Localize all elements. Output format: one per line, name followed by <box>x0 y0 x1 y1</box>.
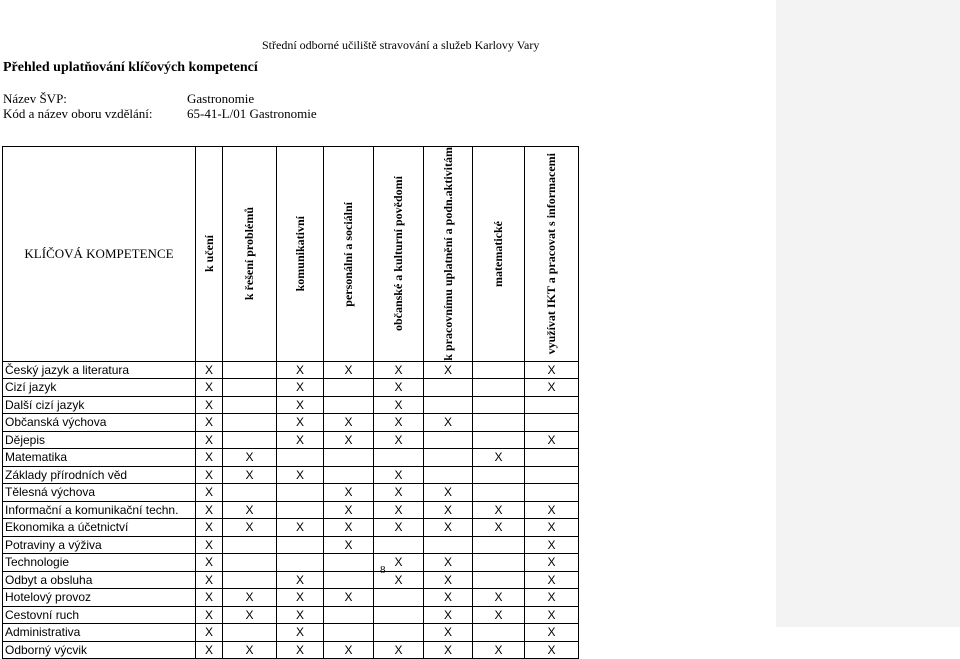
competency-mark: X <box>324 536 374 554</box>
competency-mark: X <box>525 501 579 519</box>
table-row <box>3 536 579 554</box>
competency-mark: X <box>324 641 374 659</box>
competency-mark <box>223 414 277 432</box>
competency-mark: X <box>374 641 424 659</box>
competency-mark <box>525 449 579 467</box>
competency-mark: X <box>473 641 525 659</box>
competency-mark: X <box>525 431 579 449</box>
competency-mark <box>324 466 374 484</box>
competency-mark: X <box>424 501 473 519</box>
competency-mark: X <box>196 501 223 519</box>
table-row <box>3 414 579 432</box>
competency-mark: X <box>277 641 324 659</box>
competency-mark <box>374 624 424 642</box>
subject-name: Základy přírodních věd <box>3 466 196 484</box>
competency-mark <box>473 361 525 379</box>
competency-mark <box>473 414 525 432</box>
table-row <box>3 554 579 572</box>
competency-mark: X <box>324 589 374 607</box>
competency-mark: X <box>424 361 473 379</box>
competency-mark <box>223 379 277 397</box>
competency-label: občanské a kulturní povědomí <box>391 176 405 332</box>
competency-mark: X <box>196 414 223 432</box>
competency-mark: X <box>277 414 324 432</box>
competency-mark: X <box>324 484 374 502</box>
competency-mark: X <box>277 379 324 397</box>
competency-mark: X <box>196 641 223 659</box>
competency-mark: X <box>525 624 579 642</box>
competency-mark: X <box>196 466 223 484</box>
subject-name: Administrativa <box>3 624 196 642</box>
competency-mark: X <box>324 414 374 432</box>
competency-mark <box>525 396 579 414</box>
competency-header-2 <box>277 147 324 362</box>
competency-mark: X <box>223 501 277 519</box>
competency-mark <box>374 589 424 607</box>
competency-mark: X <box>424 519 473 537</box>
svp-value: Gastronomie <box>187 91 255 106</box>
competency-mark <box>223 571 277 589</box>
subject-name: Odbyt a obsluha <box>3 571 196 589</box>
competency-mark: X <box>525 379 579 397</box>
competency-mark <box>424 466 473 484</box>
competency-mark: X <box>196 484 223 502</box>
table-row <box>3 606 579 624</box>
competency-mark <box>374 536 424 554</box>
table-header-row <box>3 147 579 362</box>
competency-mark: X <box>424 484 473 502</box>
competency-mark: X <box>196 536 223 554</box>
table-row <box>3 589 579 607</box>
competency-mark: X <box>525 361 579 379</box>
table-row <box>3 431 579 449</box>
competency-table <box>2 146 579 659</box>
competency-label: k pracovnímu uplatnění a podn.aktivitám <box>440 147 455 361</box>
table-row <box>3 501 579 519</box>
competency-mark <box>324 379 374 397</box>
competency-mark <box>473 379 525 397</box>
subject-name: Hotelový provoz <box>3 589 196 607</box>
competency-mark: X <box>424 606 473 624</box>
competency-mark: X <box>277 624 324 642</box>
competency-mark: X <box>277 606 324 624</box>
subject-name: Dějepis <box>3 431 196 449</box>
competency-mark <box>324 554 374 572</box>
competency-mark <box>324 606 374 624</box>
competency-mark <box>324 449 374 467</box>
competency-mark: X <box>196 431 223 449</box>
competency-mark <box>223 484 277 502</box>
competency-mark <box>223 396 277 414</box>
competency-label: využívat IKT a pracovat s informacemi <box>544 153 558 355</box>
competency-mark: X <box>196 554 223 572</box>
subject-name: Potraviny a výživa <box>3 536 196 554</box>
competency-mark: X <box>525 519 579 537</box>
competency-mark: X <box>424 589 473 607</box>
competency-mark: X <box>374 501 424 519</box>
subject-name: Matematika <box>3 449 196 467</box>
competency-mark <box>525 414 579 432</box>
competency-mark: X <box>424 571 473 589</box>
competency-header-3 <box>324 147 374 362</box>
subject-name: Technologie <box>3 554 196 572</box>
competency-header-4 <box>374 147 424 362</box>
competency-mark <box>324 396 374 414</box>
competency-mark <box>424 396 473 414</box>
competency-mark: X <box>196 449 223 467</box>
competency-header-5 <box>424 147 473 362</box>
competency-mark: X <box>473 606 525 624</box>
code-label: Kód a název oboru vzdělání: <box>3 106 153 121</box>
competency-mark <box>277 554 324 572</box>
table-row <box>3 571 579 589</box>
competency-mark <box>525 466 579 484</box>
competency-mark: X <box>223 641 277 659</box>
table-row <box>3 361 579 379</box>
competency-mark <box>473 396 525 414</box>
competency-header-7 <box>525 147 579 362</box>
competency-mark: X <box>525 554 579 572</box>
competency-mark <box>374 606 424 624</box>
competency-mark <box>473 466 525 484</box>
competency-mark: X <box>424 414 473 432</box>
competency-mark: X <box>223 589 277 607</box>
competency-mark: X <box>196 396 223 414</box>
competency-mark: X <box>324 431 374 449</box>
competency-mark <box>223 361 277 379</box>
competency-mark: X <box>525 606 579 624</box>
competency-mark: X <box>196 571 223 589</box>
competency-mark <box>223 536 277 554</box>
competency-mark <box>473 554 525 572</box>
table-row <box>3 624 579 642</box>
page-heading: Přehled uplatňování klíčových kompetencí <box>3 60 258 75</box>
competency-mark: X <box>196 361 223 379</box>
subject-name: Cestovní ruch <box>3 606 196 624</box>
competency-mark <box>424 536 473 554</box>
competency-mark <box>473 484 525 502</box>
table-row <box>3 641 579 659</box>
competency-mark: X <box>473 589 525 607</box>
competency-mark <box>424 449 473 467</box>
subject-name: Občanská výchova <box>3 414 196 432</box>
table-row <box>3 466 579 484</box>
competency-mark <box>324 624 374 642</box>
competency-mark: X <box>424 624 473 642</box>
competency-mark: X <box>324 501 374 519</box>
competency-mark: X <box>473 449 525 467</box>
competency-mark: X <box>277 466 324 484</box>
competency-mark: X <box>374 414 424 432</box>
competency-mark: X <box>473 501 525 519</box>
competency-mark: X <box>223 606 277 624</box>
competency-label: k učení <box>201 235 216 273</box>
competency-mark: X <box>374 361 424 379</box>
competency-mark <box>277 484 324 502</box>
subject-name: Odborný výcvik <box>3 641 196 659</box>
school-name: Střední odborné učiliště stravování a služeb Karlovy Vary <box>262 38 540 52</box>
competency-mark: X <box>525 536 579 554</box>
competency-mark: X <box>223 466 277 484</box>
competency-mark: X <box>374 554 424 572</box>
table-body <box>3 361 579 659</box>
competency-mark: X <box>223 519 277 537</box>
competency-mark: X <box>374 519 424 537</box>
competency-mark: X <box>525 589 579 607</box>
competency-mark <box>277 449 324 467</box>
competency-mark <box>424 379 473 397</box>
svp-label: Název ŠVP: <box>3 91 67 106</box>
competency-mark: X <box>277 589 324 607</box>
competency-mark: X <box>277 431 324 449</box>
competency-mark: X <box>324 361 374 379</box>
competency-header-6 <box>473 147 525 362</box>
competency-mark: X <box>196 624 223 642</box>
competency-header-0 <box>196 147 223 362</box>
table-row <box>3 396 579 414</box>
competency-mark: X <box>424 554 473 572</box>
competency-mark <box>277 536 324 554</box>
subject-name: Informační a komunikační techn. <box>3 501 196 519</box>
competency-label: matematické <box>491 220 505 287</box>
competency-mark <box>324 571 374 589</box>
competency-label: personální a sociální <box>341 201 355 307</box>
competency-mark: X <box>374 484 424 502</box>
competency-mark: X <box>525 641 579 659</box>
code-value: 65-41-L/01 Gastronomie <box>187 106 317 121</box>
competency-mark: X <box>374 431 424 449</box>
competency-header-label: KLÍČOVÁ KOMPETENCE <box>3 147 196 362</box>
competency-mark: X <box>277 361 324 379</box>
competency-mark <box>525 484 579 502</box>
competency-mark: X <box>374 466 424 484</box>
competency-mark: X <box>525 571 579 589</box>
competency-mark: X <box>196 606 223 624</box>
right-margin-panel <box>776 0 960 627</box>
competency-mark <box>473 536 525 554</box>
table-row <box>3 519 579 537</box>
competency-mark <box>473 571 525 589</box>
subject-name: Cizí jazyk <box>3 379 196 397</box>
table-row <box>3 379 579 397</box>
competency-mark: X <box>374 396 424 414</box>
competency-label: k řešení problémů <box>242 207 256 301</box>
subject-name: Tělesná výchova <box>3 484 196 502</box>
subject-name: Český jazyk a literatura <box>3 361 196 379</box>
competency-mark <box>473 624 525 642</box>
competency-mark: X <box>196 379 223 397</box>
competency-label: komunikativní <box>292 216 307 292</box>
competency-mark: X <box>277 571 324 589</box>
competency-mark <box>473 431 525 449</box>
competency-mark: X <box>324 519 374 537</box>
competency-mark <box>277 501 324 519</box>
competency-mark <box>223 431 277 449</box>
competency-mark: X <box>473 519 525 537</box>
table-row <box>3 484 579 502</box>
competency-mark <box>223 624 277 642</box>
page-number: 8 <box>380 564 386 576</box>
subject-name: Další cizí jazyk <box>3 396 196 414</box>
competency-mark: X <box>374 379 424 397</box>
competency-mark <box>374 449 424 467</box>
competency-header-1 <box>223 147 277 362</box>
competency-mark: X <box>277 519 324 537</box>
competency-mark: X <box>277 396 324 414</box>
competency-mark: X <box>374 571 424 589</box>
subject-name: Ekonomika a účetnictví <box>3 519 196 537</box>
competency-mark <box>223 554 277 572</box>
competency-mark: X <box>424 641 473 659</box>
competency-mark: X <box>223 449 277 467</box>
competency-mark: X <box>196 519 223 537</box>
competency-mark: X <box>196 589 223 607</box>
competency-mark <box>424 431 473 449</box>
table-row <box>3 449 579 467</box>
